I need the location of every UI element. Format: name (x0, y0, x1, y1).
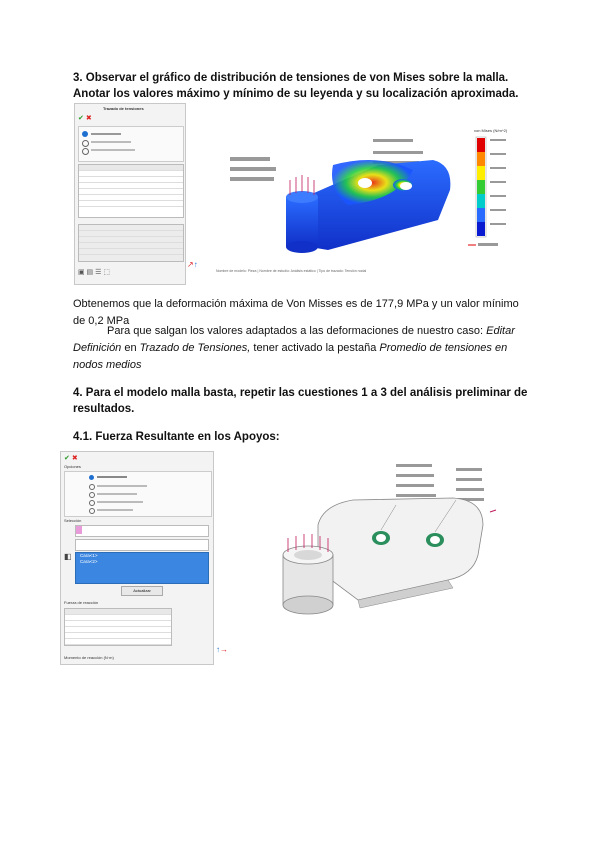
reaction-moment-label: Momento de reacción (N·m) (64, 655, 114, 660)
face-select-icon: ◧ (64, 552, 72, 561)
stress-plot-image (216, 125, 553, 275)
reaction-force-label: Fuerza de reacción (64, 600, 99, 605)
panel-options-group (78, 126, 184, 162)
panel-results-table (78, 164, 184, 218)
list-item-face2[interactable]: Cara<2> (80, 559, 98, 564)
reaction-options-label: Opciones (64, 464, 81, 469)
update-button[interactable]: Actualizar (121, 586, 163, 596)
section3-result-text: Obtenemos que la deformación máxima de Von Misses es de 177,9 MPa y un valor mínimo de 0,2 MPa (73, 298, 519, 327)
section4-subheading: 4.1. Fuerza Resultante en los Apoyos: (73, 431, 280, 443)
stress-panel-title: Trazado de tensiones (103, 106, 144, 111)
section3-note: Para que salgan los valores adaptados a las deformaciones de nuestro caso: Editar Definición en Trazado de Tensiones, tener activado la pestaña Promedio de tensiones en nodos medios (73, 325, 515, 371)
selection-field-2[interactable] (75, 539, 209, 551)
section4-heading-line2: resultados. (73, 403, 135, 415)
axis-triad-icon: ↗↑ (187, 260, 198, 269)
section3-heading-line1: 3. Observar el gráfico de distribución de tensiones de von Mises sobre la malla. (73, 72, 509, 84)
panel-summary-table (78, 224, 184, 262)
reaction-force-table (64, 608, 172, 646)
reaction-force-image (278, 460, 508, 620)
reaction-options-group (64, 471, 212, 517)
stress-model-drawing (228, 125, 553, 275)
stress-plot-panel (74, 103, 186, 285)
selected-faces-list[interactable] (75, 552, 209, 584)
list-item-face1[interactable]: Cara<1> (80, 553, 98, 558)
reaction-panel-ok-icon[interactable]: ✔ ✖ (64, 455, 78, 462)
selection-field-1[interactable] (75, 525, 209, 537)
panel-tool-icons[interactable]: ▣ ▤ ☰ ⬚ (78, 269, 110, 276)
panel-ok-icon[interactable]: ✔ ✖ (78, 115, 92, 122)
reaction-model-drawing (278, 460, 508, 620)
section3-heading-line2: Anotar los valores máximo y mínimo de su leyenda y su localización aproximada. (73, 88, 519, 100)
plot-caption: Nombre de modelo: Pieza | Nombre de estudio: Análisis estático | Tipo de trazado: Tensión nodal (216, 269, 367, 273)
section4-heading-line1: 4. Para el modelo malla basta, repetir las cuestiones 1 a 3 del análisis preliminar de (73, 387, 528, 399)
axis-triad-icon-2: ↑→ (216, 645, 228, 654)
reaction-selection-label: Selección (64, 518, 82, 523)
reaction-force-panel (60, 451, 214, 665)
legend-title: von Mises (N/m^2) (474, 128, 508, 133)
